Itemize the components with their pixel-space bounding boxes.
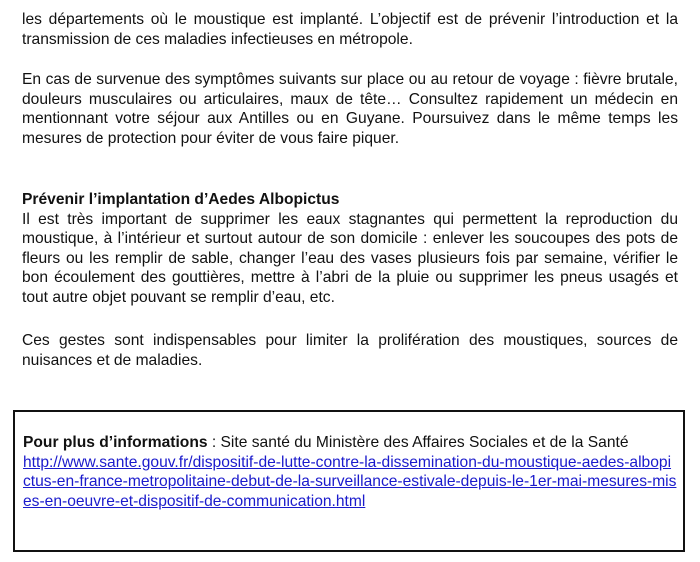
section-body: Il est très important de supprimer les eaux stagnantes qui permettent la reproduction du moustique, à l’intérieur et surtout autour de son domicile : enlever les soucoupes des pots de fleurs ou les remplir de sable, changer l’eau des vases plusieurs fois par semaine, vérifier le bon écoulement des gouttières, mettre à l’abri de la pluie ou supprimer les pneus usagés et tout autre objet pouvant se remplir d’eau, etc. <box>22 210 678 306</box>
section-prevenir-implantation <box>22 190 678 307</box>
paragraph-gestes: Ces gestes sont indispensables pour limiter la prolifération des moustiques, sources de nuisances et de maladies. <box>22 332 678 369</box>
info-link[interactable]: http://www.sante.gouv.fr/dispositif-de-lutte-contre-la-dissemination-du-moustique-aedes-albopictus-en-france-metropolitaine-debut-de-la-surveillance-estivale-depuis-le-1er-mai-mesures-mises-en-oeuvre-et-dispositif-de-communication.html <box>23 453 677 510</box>
info-box-description: : Site santé du Ministère des Affaires Sociales et de la Santé <box>207 434 629 451</box>
paragraph-departements: les départements où le moustique est implanté. L’objectif est de prévenir l’introduction et la transmission de ces maladies infectieuses en métropole. <box>22 11 678 48</box>
info-box-text <box>23 433 677 511</box>
paragraph-symptomes: En cas de survenue des symptômes suivants sur place ou au retour de voyage : fièvre brutale, douleurs musculaires ou articulaires, maux de tête… Consultez rapidement un médecin en mentionnant votre séjour aux Antilles ou en Guyane. Poursuivez dans le même temps les mesures de protection pour éviter de vous faire piquer. <box>22 71 678 147</box>
info-box-lead: Pour plus d’informations <box>23 434 208 451</box>
section-heading: Prévenir l’implantation d’Aedes Albopictus <box>22 191 340 208</box>
info-box <box>13 410 685 552</box>
